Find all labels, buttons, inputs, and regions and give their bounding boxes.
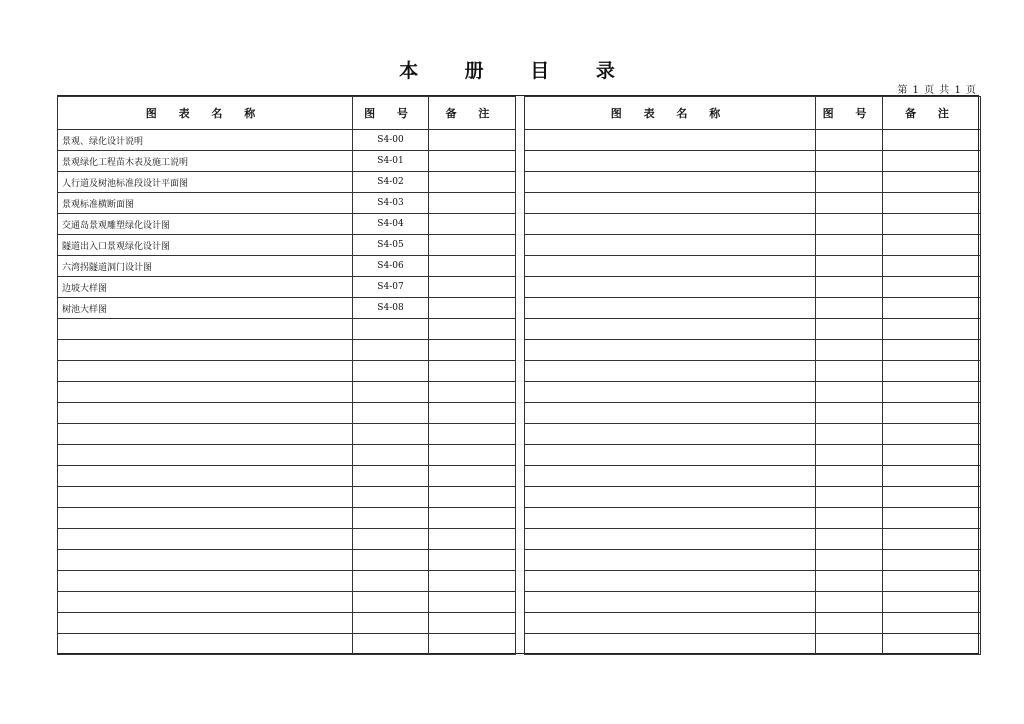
- cell-name: [58, 613, 353, 634]
- cell-number: [353, 361, 429, 382]
- cell-name: [58, 592, 353, 613]
- cell-number: [353, 529, 429, 550]
- table-row: [58, 214, 516, 235]
- cell-remark: [429, 634, 516, 655]
- table-header-row: [525, 97, 981, 130]
- cell-number: [353, 424, 429, 445]
- table-row: [58, 466, 516, 487]
- cell-name: [525, 382, 816, 403]
- cell-number: [816, 487, 883, 508]
- table-row: [58, 571, 516, 592]
- cell-number: [353, 487, 429, 508]
- cell-number: [816, 445, 883, 466]
- table-row: [58, 340, 516, 361]
- cell-number: [816, 319, 883, 340]
- table-row: [58, 235, 516, 256]
- cell-remark: [429, 466, 516, 487]
- cell-remark: [429, 235, 516, 256]
- cell-number: [816, 298, 883, 319]
- table-row: [525, 361, 981, 382]
- cell-number: S4-03: [353, 193, 429, 214]
- cell-name: 景观、绿化设计说明: [58, 130, 353, 151]
- cell-name: [525, 130, 816, 151]
- table-row: [58, 592, 516, 613]
- cell-name: [58, 340, 353, 361]
- table-row: [525, 340, 981, 361]
- table-row: [58, 172, 516, 193]
- cell-remark: [883, 151, 981, 172]
- cell-number: [816, 151, 883, 172]
- cell-remark: [429, 319, 516, 340]
- cell-name: [58, 466, 353, 487]
- cell-name: 交通岛景观雕塑绿化设计图: [58, 214, 353, 235]
- cell-number: [353, 613, 429, 634]
- table-row: [58, 382, 516, 403]
- cell-name: [525, 424, 816, 445]
- cell-number: [816, 592, 883, 613]
- cell-number: [353, 634, 429, 655]
- cell-remark: [883, 403, 981, 424]
- table-row: [525, 319, 981, 340]
- cell-remark: [883, 571, 981, 592]
- cell-remark: [429, 550, 516, 571]
- cell-number: S4-06: [353, 256, 429, 277]
- cell-name: [58, 319, 353, 340]
- table-row: [58, 298, 516, 319]
- cell-name: [525, 403, 816, 424]
- cell-number: [816, 235, 883, 256]
- cell-remark: [883, 487, 981, 508]
- cell-name: [58, 529, 353, 550]
- cell-number: S4-08: [353, 298, 429, 319]
- catalog-table-left: [57, 96, 516, 655]
- cell-name: [58, 634, 353, 655]
- table-row: [525, 466, 981, 487]
- table-row: [58, 277, 516, 298]
- cell-name: [58, 487, 353, 508]
- cell-name: [525, 256, 816, 277]
- divider-line: [515, 96, 516, 653]
- table-row: [525, 277, 981, 298]
- cell-number: [816, 361, 883, 382]
- cell-number: [353, 592, 429, 613]
- cell-remark: [429, 592, 516, 613]
- cell-number: S4-00: [353, 130, 429, 151]
- cell-name: [58, 403, 353, 424]
- table-row: [58, 130, 516, 151]
- cell-remark: [883, 172, 981, 193]
- cell-number: [353, 550, 429, 571]
- cell-name: [525, 508, 816, 529]
- header-name: 图 表 名 称: [58, 97, 353, 130]
- table-header-row: [58, 97, 516, 130]
- cell-remark: [429, 172, 516, 193]
- table-row: [525, 193, 981, 214]
- cell-number: [353, 319, 429, 340]
- table-row: [58, 319, 516, 340]
- cell-number: [816, 550, 883, 571]
- cell-remark: [429, 403, 516, 424]
- cell-remark: [883, 340, 981, 361]
- cell-remark: [883, 256, 981, 277]
- cell-remark: [883, 424, 981, 445]
- cell-name: [525, 319, 816, 340]
- cell-name: 树池大样图: [58, 298, 353, 319]
- table-row: [58, 487, 516, 508]
- table-row: [525, 634, 981, 655]
- cell-number: [816, 214, 883, 235]
- cell-name: [525, 571, 816, 592]
- header-remark: 备 注: [883, 97, 981, 130]
- table-row: [58, 445, 516, 466]
- cell-name: [58, 382, 353, 403]
- header-number: 图 号: [816, 97, 883, 130]
- cell-remark: [429, 571, 516, 592]
- table-row: [525, 298, 981, 319]
- cell-number: [816, 634, 883, 655]
- table-row: [58, 256, 516, 277]
- cell-remark: [883, 277, 981, 298]
- cell-remark: [883, 235, 981, 256]
- table-row: [525, 151, 981, 172]
- table-row: [525, 130, 981, 151]
- cell-remark: [429, 256, 516, 277]
- cell-remark: [883, 130, 981, 151]
- cell-name: [525, 634, 816, 655]
- table-row: [58, 613, 516, 634]
- cell-remark: [883, 529, 981, 550]
- cell-number: [816, 193, 883, 214]
- cell-name: [525, 445, 816, 466]
- cell-name: [525, 361, 816, 382]
- cell-number: [816, 172, 883, 193]
- cell-remark: [883, 613, 981, 634]
- cell-remark: [429, 613, 516, 634]
- cell-name: [525, 214, 816, 235]
- cell-name: 景观绿化工程苗木表及施工说明: [58, 151, 353, 172]
- table-row: [525, 424, 981, 445]
- cell-remark: [429, 151, 516, 172]
- cell-remark: [429, 277, 516, 298]
- page-title: 本 册 目 录: [399, 60, 635, 82]
- page-info: 第 1 页 共 1 页: [897, 85, 976, 96]
- cell-number: S4-04: [353, 214, 429, 235]
- cell-number: S4-07: [353, 277, 429, 298]
- cell-number: [816, 256, 883, 277]
- cell-remark: [429, 445, 516, 466]
- table-row: [525, 382, 981, 403]
- table-row: [525, 529, 981, 550]
- cell-remark: [429, 529, 516, 550]
- cell-name: [525, 172, 816, 193]
- cell-name: [58, 550, 353, 571]
- cell-number: [816, 424, 883, 445]
- table-row: [525, 571, 981, 592]
- cell-number: [816, 508, 883, 529]
- cell-remark: [429, 487, 516, 508]
- table-row: [58, 550, 516, 571]
- cell-name: [525, 613, 816, 634]
- cell-name: [525, 298, 816, 319]
- cell-name: [525, 529, 816, 550]
- cell-remark: [883, 634, 981, 655]
- cell-number: [353, 508, 429, 529]
- table-row: [58, 529, 516, 550]
- catalog-table-right: [524, 96, 981, 655]
- table-row: [525, 403, 981, 424]
- header-name: 图 表 名 称: [525, 97, 816, 130]
- table-row: [58, 403, 516, 424]
- cell-remark: [429, 298, 516, 319]
- cell-number: S4-02: [353, 172, 429, 193]
- cell-name: [58, 445, 353, 466]
- cell-number: [353, 445, 429, 466]
- cell-remark: [883, 466, 981, 487]
- cell-remark: [883, 193, 981, 214]
- cell-name: 景观标准横断面图: [58, 193, 353, 214]
- cell-name: [58, 508, 353, 529]
- table-row: [525, 445, 981, 466]
- cell-name: 隧道出入口景观绿化设计图: [58, 235, 353, 256]
- cell-name: 六湾拐隧道洞门设计图: [58, 256, 353, 277]
- cell-remark: [429, 424, 516, 445]
- cell-number: S4-01: [353, 151, 429, 172]
- cell-number: [816, 130, 883, 151]
- cell-remark: [429, 382, 516, 403]
- cell-name: [58, 424, 353, 445]
- table-row: [525, 508, 981, 529]
- cell-name: [525, 193, 816, 214]
- cell-remark: [429, 340, 516, 361]
- cell-number: [816, 529, 883, 550]
- cell-name: [525, 466, 816, 487]
- table-row: [525, 214, 981, 235]
- cell-number: [816, 403, 883, 424]
- cell-remark: [883, 508, 981, 529]
- cell-number: [353, 466, 429, 487]
- cell-name: [58, 361, 353, 382]
- cell-number: [816, 466, 883, 487]
- table-row: [58, 424, 516, 445]
- cell-remark: [883, 445, 981, 466]
- cell-name: [525, 487, 816, 508]
- cell-number: [816, 382, 883, 403]
- table-row: [525, 256, 981, 277]
- cell-number: [816, 277, 883, 298]
- cell-number: [816, 340, 883, 361]
- cell-name: [525, 592, 816, 613]
- cell-remark: [429, 130, 516, 151]
- cell-name: 边坡大样图: [58, 277, 353, 298]
- cell-remark: [883, 550, 981, 571]
- cell-remark: [883, 298, 981, 319]
- cell-remark: [429, 361, 516, 382]
- table-row: [58, 508, 516, 529]
- table-row: [58, 193, 516, 214]
- cell-remark: [429, 508, 516, 529]
- cell-remark: [429, 214, 516, 235]
- catalog-sheet: [57, 95, 979, 654]
- table-row: [525, 235, 981, 256]
- header-remark: 备 注: [429, 97, 516, 130]
- table-row: [58, 634, 516, 655]
- cell-remark: [883, 592, 981, 613]
- cell-remark: [883, 382, 981, 403]
- cell-name: 人行道及树池标准段设计平面图: [58, 172, 353, 193]
- cell-name: [525, 151, 816, 172]
- table-row: [525, 172, 981, 193]
- cell-remark: [883, 361, 981, 382]
- table-row: [525, 613, 981, 634]
- cell-number: [353, 571, 429, 592]
- cell-number: [816, 571, 883, 592]
- cell-number: [353, 340, 429, 361]
- cell-remark: [883, 214, 981, 235]
- cell-number: [353, 382, 429, 403]
- table-row: [525, 592, 981, 613]
- table-row: [525, 487, 981, 508]
- header-number: 图 号: [353, 97, 429, 130]
- cell-name: [525, 550, 816, 571]
- cell-remark: [429, 193, 516, 214]
- cell-number: [816, 613, 883, 634]
- cell-number: [353, 403, 429, 424]
- cell-name: [58, 571, 353, 592]
- cell-name: [525, 277, 816, 298]
- table-row: [58, 361, 516, 382]
- cell-name: [525, 235, 816, 256]
- cell-number: S4-05: [353, 235, 429, 256]
- cell-name: [525, 340, 816, 361]
- table-row: [525, 550, 981, 571]
- table-row: [58, 151, 516, 172]
- cell-remark: [883, 319, 981, 340]
